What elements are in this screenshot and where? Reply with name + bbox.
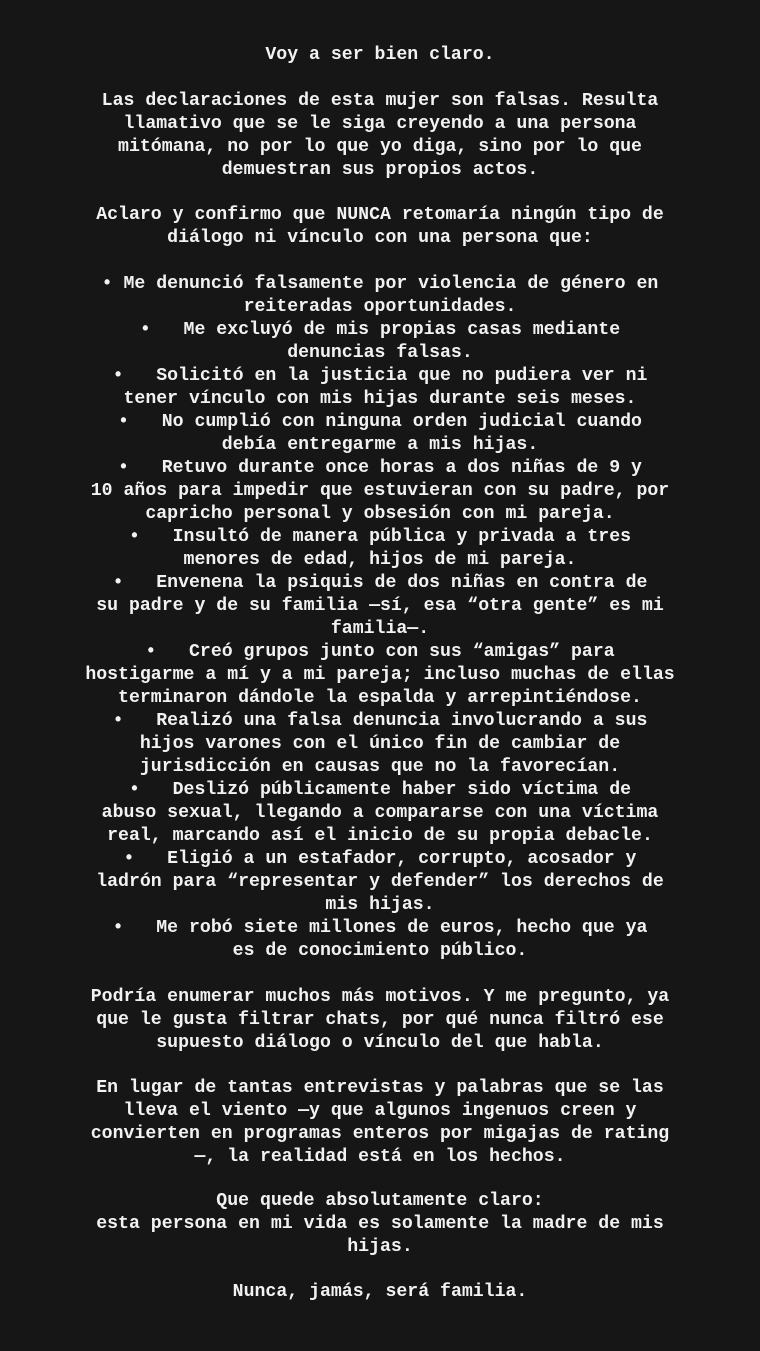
text-line: familia—. bbox=[330, 619, 430, 639]
text-line: es de conocimiento público. bbox=[232, 941, 528, 961]
text-line: • Me robó siete millones de euros, hecho que ya bbox=[112, 918, 648, 938]
text-line: mitómana, no por lo que yo diga, sino por lo que bbox=[118, 137, 642, 157]
text-line: Aclaro y confirmo que NUNCA retomaría ningún tipo de bbox=[96, 205, 664, 225]
text-line: diálogo ni vínculo con una persona que: bbox=[167, 228, 593, 248]
text-line: —, la realidad está en los hechos. bbox=[194, 1147, 566, 1167]
text-line: Podría enumerar muchos más motivos. Y me pregunto, ya bbox=[90, 987, 670, 1007]
document-title: Voy a ser bien claro. bbox=[265, 45, 495, 65]
text-line: demuestran sus propios actos. bbox=[221, 160, 539, 180]
text-line: llamativo que se le siga creyendo a una persona bbox=[123, 114, 637, 134]
text-line: hostigarme a mí y a mi pareja; incluso muchas de ellas bbox=[85, 665, 675, 685]
text-line: debía entregarme a mis hijas. bbox=[221, 435, 539, 455]
text-line: real, marcando así el inicio de su propia debacle. bbox=[107, 826, 653, 846]
final-line: Nunca, jamás, será familia. bbox=[232, 1282, 528, 1302]
text-line: • Deslizó públicamente haber sido víctima de bbox=[128, 780, 632, 800]
text-line: supuesto diálogo o vínculo del que habla. bbox=[156, 1033, 604, 1053]
text-line: reiteradas oportunidades. bbox=[243, 297, 517, 317]
text-line: abuso sexual, llegando a compararse con una víctima bbox=[101, 803, 659, 823]
text-line: • Me denunció falsamente por violencia de género en bbox=[101, 274, 659, 294]
text-line: • Retuvo durante once horas a dos niñas de 9 y bbox=[118, 458, 642, 478]
text-line: • Creó grupos junto con sus “amigas” para bbox=[145, 642, 615, 662]
text-line: denuncias falsas. bbox=[287, 343, 473, 363]
text-line: hijos varones con el único fin de cambiar de bbox=[139, 734, 621, 754]
text-line: capricho personal y obsesión con mi pareja. bbox=[145, 504, 615, 524]
text-line: • Eligió a un estafador, corrupto, acosador y bbox=[123, 849, 637, 869]
text-line: • Me excluyó de mis propias casas mediante bbox=[139, 320, 621, 340]
text-line: terminaron dándole la espalda y arrepintiéndose. bbox=[118, 688, 642, 708]
text-line: tener vínculo con mis hijas durante seis meses. bbox=[123, 389, 637, 409]
text-line: esta persona en mi vida es solamente la madre de mis bbox=[96, 1214, 664, 1234]
text-line: Que quede absolutamente claro: bbox=[216, 1191, 544, 1211]
text-line: menores de edad, hijos de mi pareja. bbox=[183, 550, 577, 570]
text-line: jurisdicción en causas que no la favorecían. bbox=[139, 757, 621, 777]
text-line: hijas. bbox=[347, 1237, 413, 1257]
text-line: En lugar de tantas entrevistas y palabras que se las bbox=[96, 1078, 664, 1098]
text-line: • Realizó una falsa denuncia involucrando a sus bbox=[112, 711, 648, 731]
text-line: su padre y de su familia —sí, esa “otra gente” es mi bbox=[96, 596, 664, 616]
text-line: • Envenena la psiquis de dos niñas en contra de bbox=[112, 573, 648, 593]
text-line: Las declaraciones de esta mujer son falsas. Resulta bbox=[101, 91, 659, 111]
text-line: 10 años para impedir que estuvieran con su padre, por bbox=[90, 481, 670, 501]
text-line: mis hijas. bbox=[325, 895, 435, 915]
text-line: convierten en programas enteros por migajas de rating bbox=[90, 1124, 670, 1144]
text-line: ladrón para “representar y defender” los derechos de bbox=[96, 872, 664, 892]
text-line: • No cumplió con ninguna orden judicial cuando bbox=[118, 412, 642, 432]
text-line: • Solicitó en la justicia que no pudiera ver ni bbox=[112, 366, 648, 386]
text-line: • Insultó de manera pública y privada a tres bbox=[128, 527, 632, 547]
text-line: que le gusta filtrar chats, por qué nunca filtró ese bbox=[96, 1010, 664, 1030]
text-line: lleva el viento —y que algunos ingenuos creen y bbox=[123, 1101, 637, 1121]
